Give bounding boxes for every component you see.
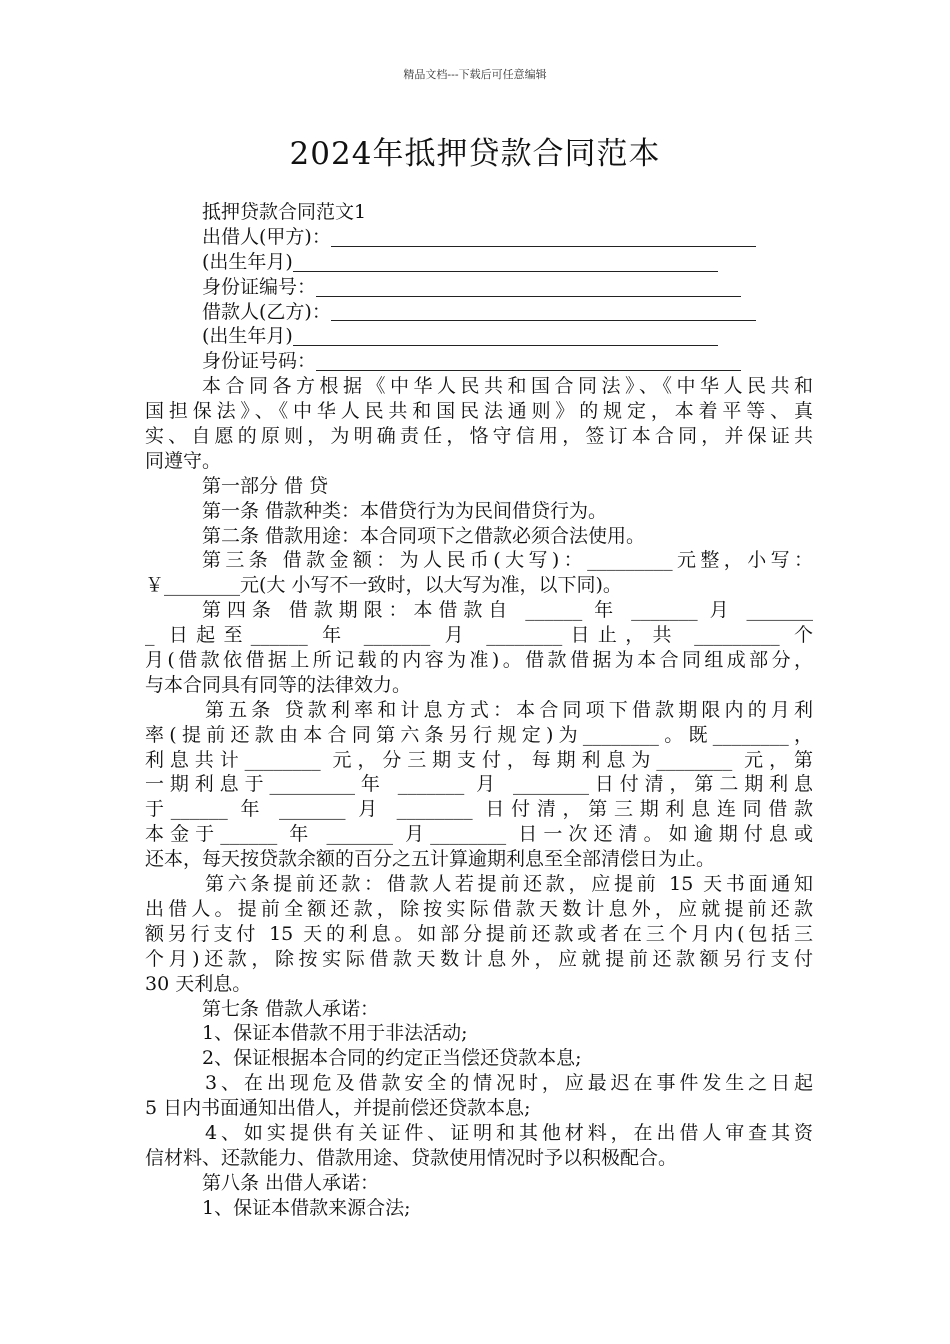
paragraph-line: 于______ 年 _______ 月 ________ 日付清，第三期利息连同借款 <box>145 798 813 821</box>
paragraph-line: 第六条提前还款：借款人若提前还款，应提前 15 天书面通知 <box>205 873 813 896</box>
paragraph-line: 本合同各方根据《中华人民共和国合同法》、《中华人民共和 <box>202 375 813 398</box>
article-3 <box>145 548 813 598</box>
article-7-item-2: 2、保证根据本合同的约定正当偿还贷款本息; <box>202 1047 582 1070</box>
blank-line <box>316 278 741 297</box>
article-7-item-4 <box>145 1121 813 1171</box>
field-label: 出借人(甲方)： <box>202 225 331 248</box>
paragraph-line: 月(借款依借据上所记载的内容为准)。借款借据为本合同组成部分， <box>145 649 813 672</box>
paragraph-line: 3、在出现危及借款安全的情况时，应最迟在事件发生之日起 <box>205 1072 813 1095</box>
paragraph-line: 信材料、还款能力、借款用途、贷款使用情况时予以积极配合。 <box>145 1146 678 1169</box>
article-4 <box>145 598 813 698</box>
field-borrower-birth <box>145 324 813 349</box>
field-borrower-id <box>145 349 813 374</box>
blank-line <box>293 253 718 272</box>
document-body <box>145 200 813 1221</box>
paragraph-line: 第三条 借款金额：为人民币(大写)：_________元整，小写： <box>202 549 813 572</box>
paragraph-line: 出借人。提前全额还款，除按实际借款天数计息外，应就提前还款 <box>145 897 813 920</box>
paragraph-line: 30 天利息。 <box>145 972 252 995</box>
blank-line <box>331 228 756 247</box>
field-label: (出生年月) <box>202 325 293 348</box>
article-8-item-1: 1、保证本借款来源合法; <box>202 1196 411 1219</box>
paragraph-line: _ 日起至______ 年 _______ 月 ________日止，共 _________ 个 <box>145 624 813 647</box>
preamble-paragraph <box>145 374 813 474</box>
paragraph-line: 利息共计________ 元，分三期支付，每期利息为________ 元，第 <box>145 748 813 771</box>
paragraph-line: 第四条 借款期限：本借款自 ______ 年 _______ 月 _______ <box>202 599 813 622</box>
paragraph-line: 个月)还款，除按实际借款天数计息外，应就提前还款额另行支付 <box>145 947 813 970</box>
field-label: (出生年月) <box>202 250 293 273</box>
field-lender-id <box>145 275 813 300</box>
article-7: 第七条 借款人承诺： <box>202 997 380 1020</box>
field-borrower <box>145 300 813 325</box>
paragraph-line: 第五条 贷款利率和计息方式：本合同项下借款期限内的月利 <box>205 698 813 721</box>
article-7-item-3 <box>145 1071 813 1121</box>
paragraph-line: 与本合同具有同等的法律效力。 <box>145 673 412 696</box>
field-lender-birth <box>145 250 813 275</box>
header-note: 精品文档---下载后可任意编辑 <box>403 68 547 81</box>
field-label: 身份证编号： <box>202 275 317 298</box>
blank-line <box>331 302 756 321</box>
blank-line <box>316 352 741 371</box>
field-lender <box>145 225 813 250</box>
article-1: 第一条 借款种类：本借贷行为为民间借贷行为。 <box>202 499 608 522</box>
article-7-item-1: 1、保证本借款不用于非法活动; <box>202 1022 468 1045</box>
document-title: 2024年抵押贷款合同范本 <box>289 136 661 172</box>
paragraph-line: 5 日内书面通知出借人，并提前偿还贷款本息; <box>145 1097 531 1120</box>
paragraph-line: 一期利息于_________年 _______ 月 ________日付清，第二期利息 <box>145 773 813 796</box>
paragraph-line: 同遵守。 <box>145 449 222 472</box>
paragraph-line: 额另行支付 15 天的利息。如部分提前还款或者在三个月内(包括三 <box>145 922 813 945</box>
paragraph-line: 本金于______ 年 _______ 月________ 日一次还清。如逾期付息或 <box>145 823 813 846</box>
contract-subtitle: 抵押贷款合同范文1 <box>202 201 367 223</box>
paragraph-line: ￥________元(大 小写不一致时，以大写为准，以下同)。 <box>145 574 622 597</box>
paragraph-line: 4、如实提供有关证件、证明和其他材料，在出借人审查其资 <box>205 1121 813 1144</box>
article-2: 第二条 借款用途：本合同项下之借款必须合法使用。 <box>202 524 646 547</box>
article-5 <box>145 698 813 872</box>
article-6 <box>145 872 813 996</box>
paragraph-line: 还本，每天按贷款余额的百分之五计算逾期利息至全部清偿日为止。 <box>145 848 716 871</box>
part-heading: 第一部分 借 贷 <box>202 474 329 497</box>
paragraph-line: 国担保法》、《中华人民共和国民法通则》的规定，本着平等、真 <box>145 400 813 423</box>
paragraph-line: 实、自愿的原则，为明确责任，恪守信用，签订本合同，并保证共 <box>145 425 813 448</box>
blank-line <box>293 327 718 346</box>
field-label: 身份证号码： <box>202 350 317 373</box>
article-8: 第八条 出借人承诺： <box>202 1171 380 1194</box>
field-label: 借款人(乙方)： <box>202 300 331 323</box>
paragraph-line: 率(提前还款由本合同第六条另行规定)为________。既________， <box>145 723 813 746</box>
